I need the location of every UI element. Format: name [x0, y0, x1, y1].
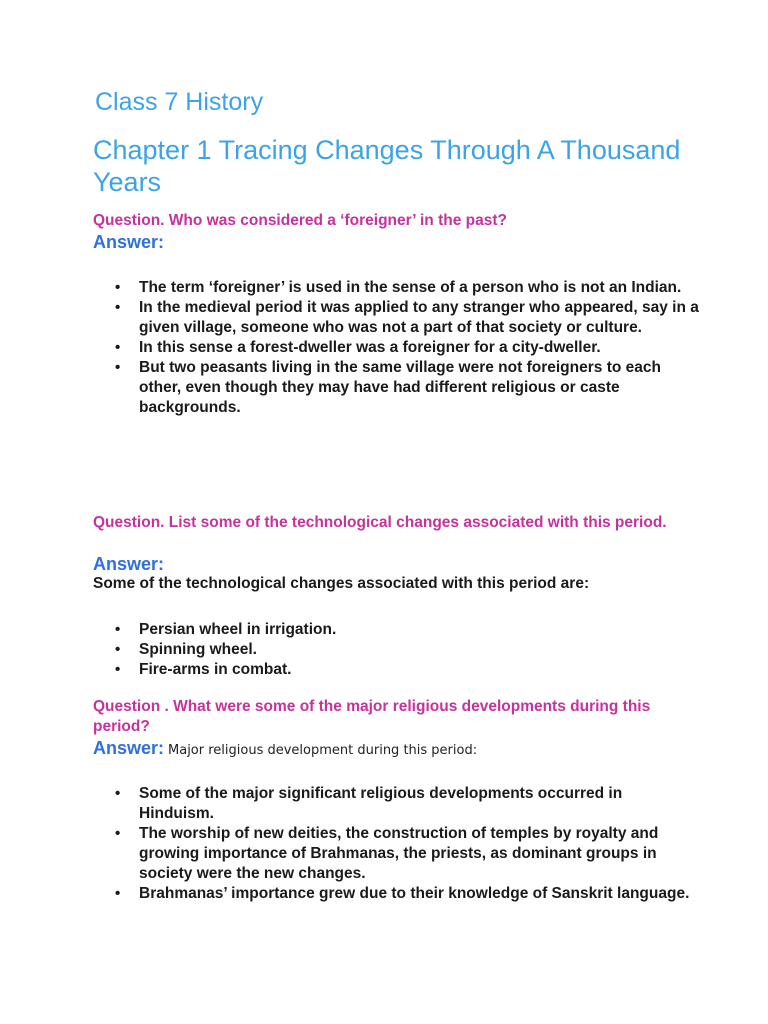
- answer-label-3: [93, 737, 477, 762]
- answer-label-text: Answer:: [93, 738, 165, 758]
- answer-3-bullets: [139, 784, 699, 904]
- list-item: • Some of the major significant religious developments occurred in Hinduism.: [139, 784, 699, 824]
- list-item: • The worship of new deities, the construction of temples by royalty and growing importance of Brahmanas, the priests, as dominant groups in society were the new changes.: [139, 824, 699, 884]
- list-item: • In this sense a forest-dweller was a foreigner for a city-dweller.: [139, 338, 699, 358]
- question-1: Question. Who was considered a ‘foreigner’ in the past?: [93, 212, 507, 229]
- answer-label-text: Answer:: [93, 232, 165, 252]
- list-item: • Brahmanas’ importance grew due to their knowledge of Sanskrit language.: [139, 884, 699, 904]
- answer-1-bullets: [139, 278, 699, 418]
- answer-label-1: [93, 231, 164, 253]
- list-item: • Spinning wheel.: [139, 640, 699, 660]
- list-item: • But two peasants living in the same village were not foreigners to each other, even though they may have had different religious or caste backgrounds.: [139, 358, 699, 418]
- list-item: • Persian wheel in irrigation.: [139, 620, 699, 640]
- list-item: • In the medieval period it was applied to any stranger who appeared, say in a given village, someone who was not a part of that society or culture.: [139, 298, 699, 338]
- question-2: Question. List some of the technological changes associated with this period.: [93, 514, 667, 531]
- list-item: • The term ‘foreigner’ is used in the sense of a person who is not an Indian.: [139, 278, 699, 298]
- list-item: • Fire-arms in combat.: [139, 660, 699, 680]
- answer-label-text: Answer:: [93, 554, 165, 574]
- answer-3-inline: Major religious development during this period:: [168, 743, 478, 758]
- answer-2-intro: Some of the technological changes associated with this period are:: [93, 575, 590, 592]
- question-3: Question . What were some of the major religious developments during this period?: [93, 698, 651, 735]
- class-title: Class 7 History: [95, 88, 264, 116]
- answer-2-bullets: [139, 620, 699, 680]
- chapter-title: Chapter 1 Tracing Changes Through A Thousand Years: [93, 135, 681, 197]
- answer-label-2: [93, 553, 164, 575]
